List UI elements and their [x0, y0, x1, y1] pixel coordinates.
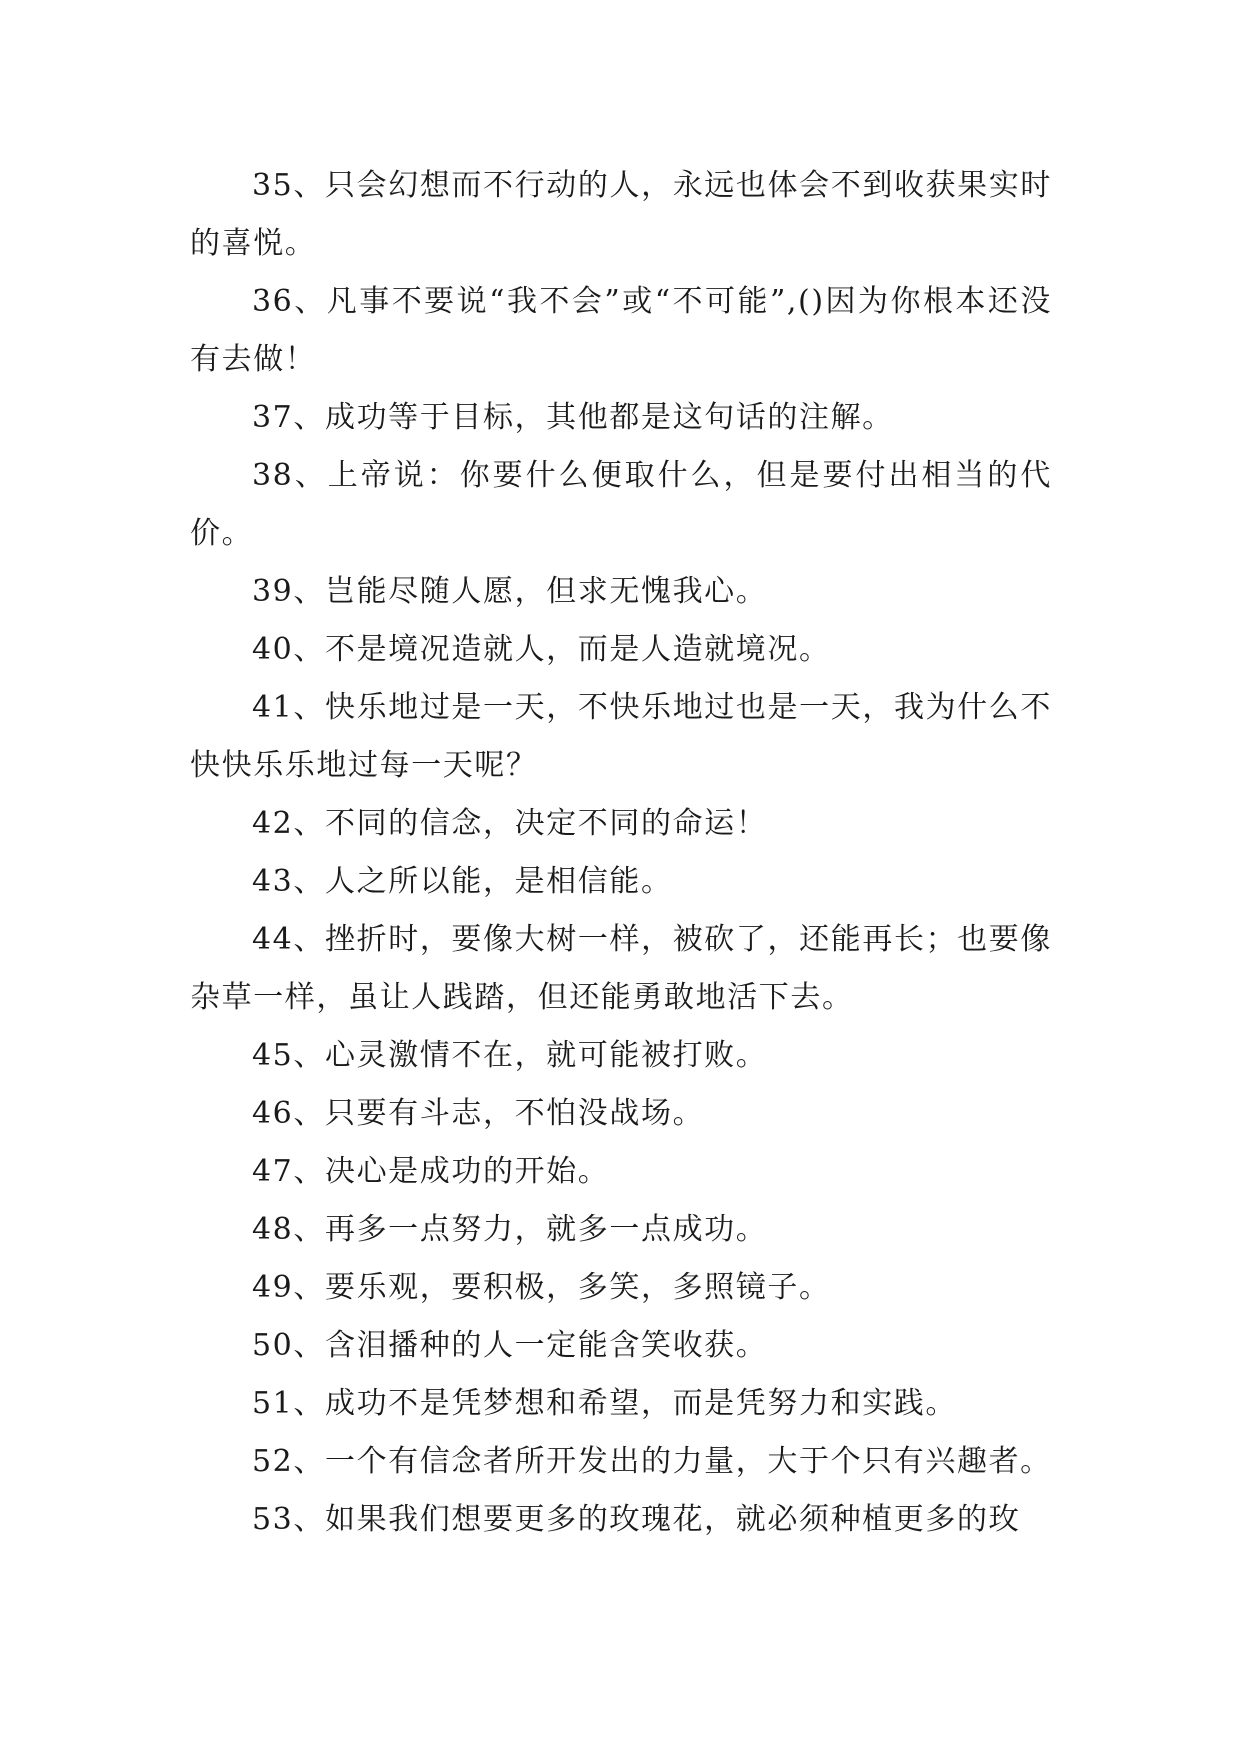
paragraph-51: 51、成功不是凭梦想和希望，而是凭努力和实践。 [252, 1386, 957, 1421]
paragraph-46: 46、只要有斗志，不怕没战场。 [252, 1096, 705, 1131]
paragraph-50: 50、含泪播种的人一定能含笑收获。 [252, 1328, 768, 1363]
paragraph-52: 52、一个有信念者所开发出的力量，大于个只有兴趣者。 [252, 1444, 1052, 1479]
paragraph-36: 36、凡事不要说“我不会”或“不可能”,()因为你根本还没有去做！ [190, 284, 1052, 377]
paragraph-44: 44、挫折时，要像大树一样，被砍了，还能再长；也要像杂草一样，虽让人践踏，但还能勇敢地活下去。 [190, 922, 1052, 1015]
paragraph-35: 35、只会幻想而不行动的人，永远也体会不到收获果实时的喜悦。 [190, 168, 1052, 261]
paragraph-38: 38、上帝说：你要什么便取什么，但是要付出相当的代价。 [190, 458, 1052, 551]
paragraph-40: 40、不是境况造就人，而是人造就境况。 [252, 632, 831, 667]
paragraph-49: 49、要乐观，要积极，多笑，多照镜子。 [252, 1270, 831, 1305]
paragraph-39: 39、岂能尽随人愿，但求无愧我心。 [252, 574, 768, 609]
paragraph-47: 47、决心是成功的开始。 [252, 1154, 610, 1189]
paragraph-45: 45、心灵激情不在，就可能被打败。 [252, 1038, 768, 1073]
paragraph-43: 43、人之所以能，是相信能。 [252, 864, 673, 899]
paragraph-53: 53、如果我们想要更多的玫瑰花，就必须种植更多的玫 [252, 1502, 1021, 1537]
paragraph-41: 41、快乐地过是一天，不快乐地过也是一天，我为什么不快快乐乐地过每一天呢？ [190, 690, 1052, 783]
document-body [190, 157, 1052, 1549]
paragraph-48: 48、再多一点努力，就多一点成功。 [252, 1212, 768, 1247]
paragraph-37: 37、成功等于目标，其他都是这句话的注解。 [252, 400, 894, 435]
paragraph-42: 42、不同的信念，决定不同的命运！ [252, 806, 768, 841]
